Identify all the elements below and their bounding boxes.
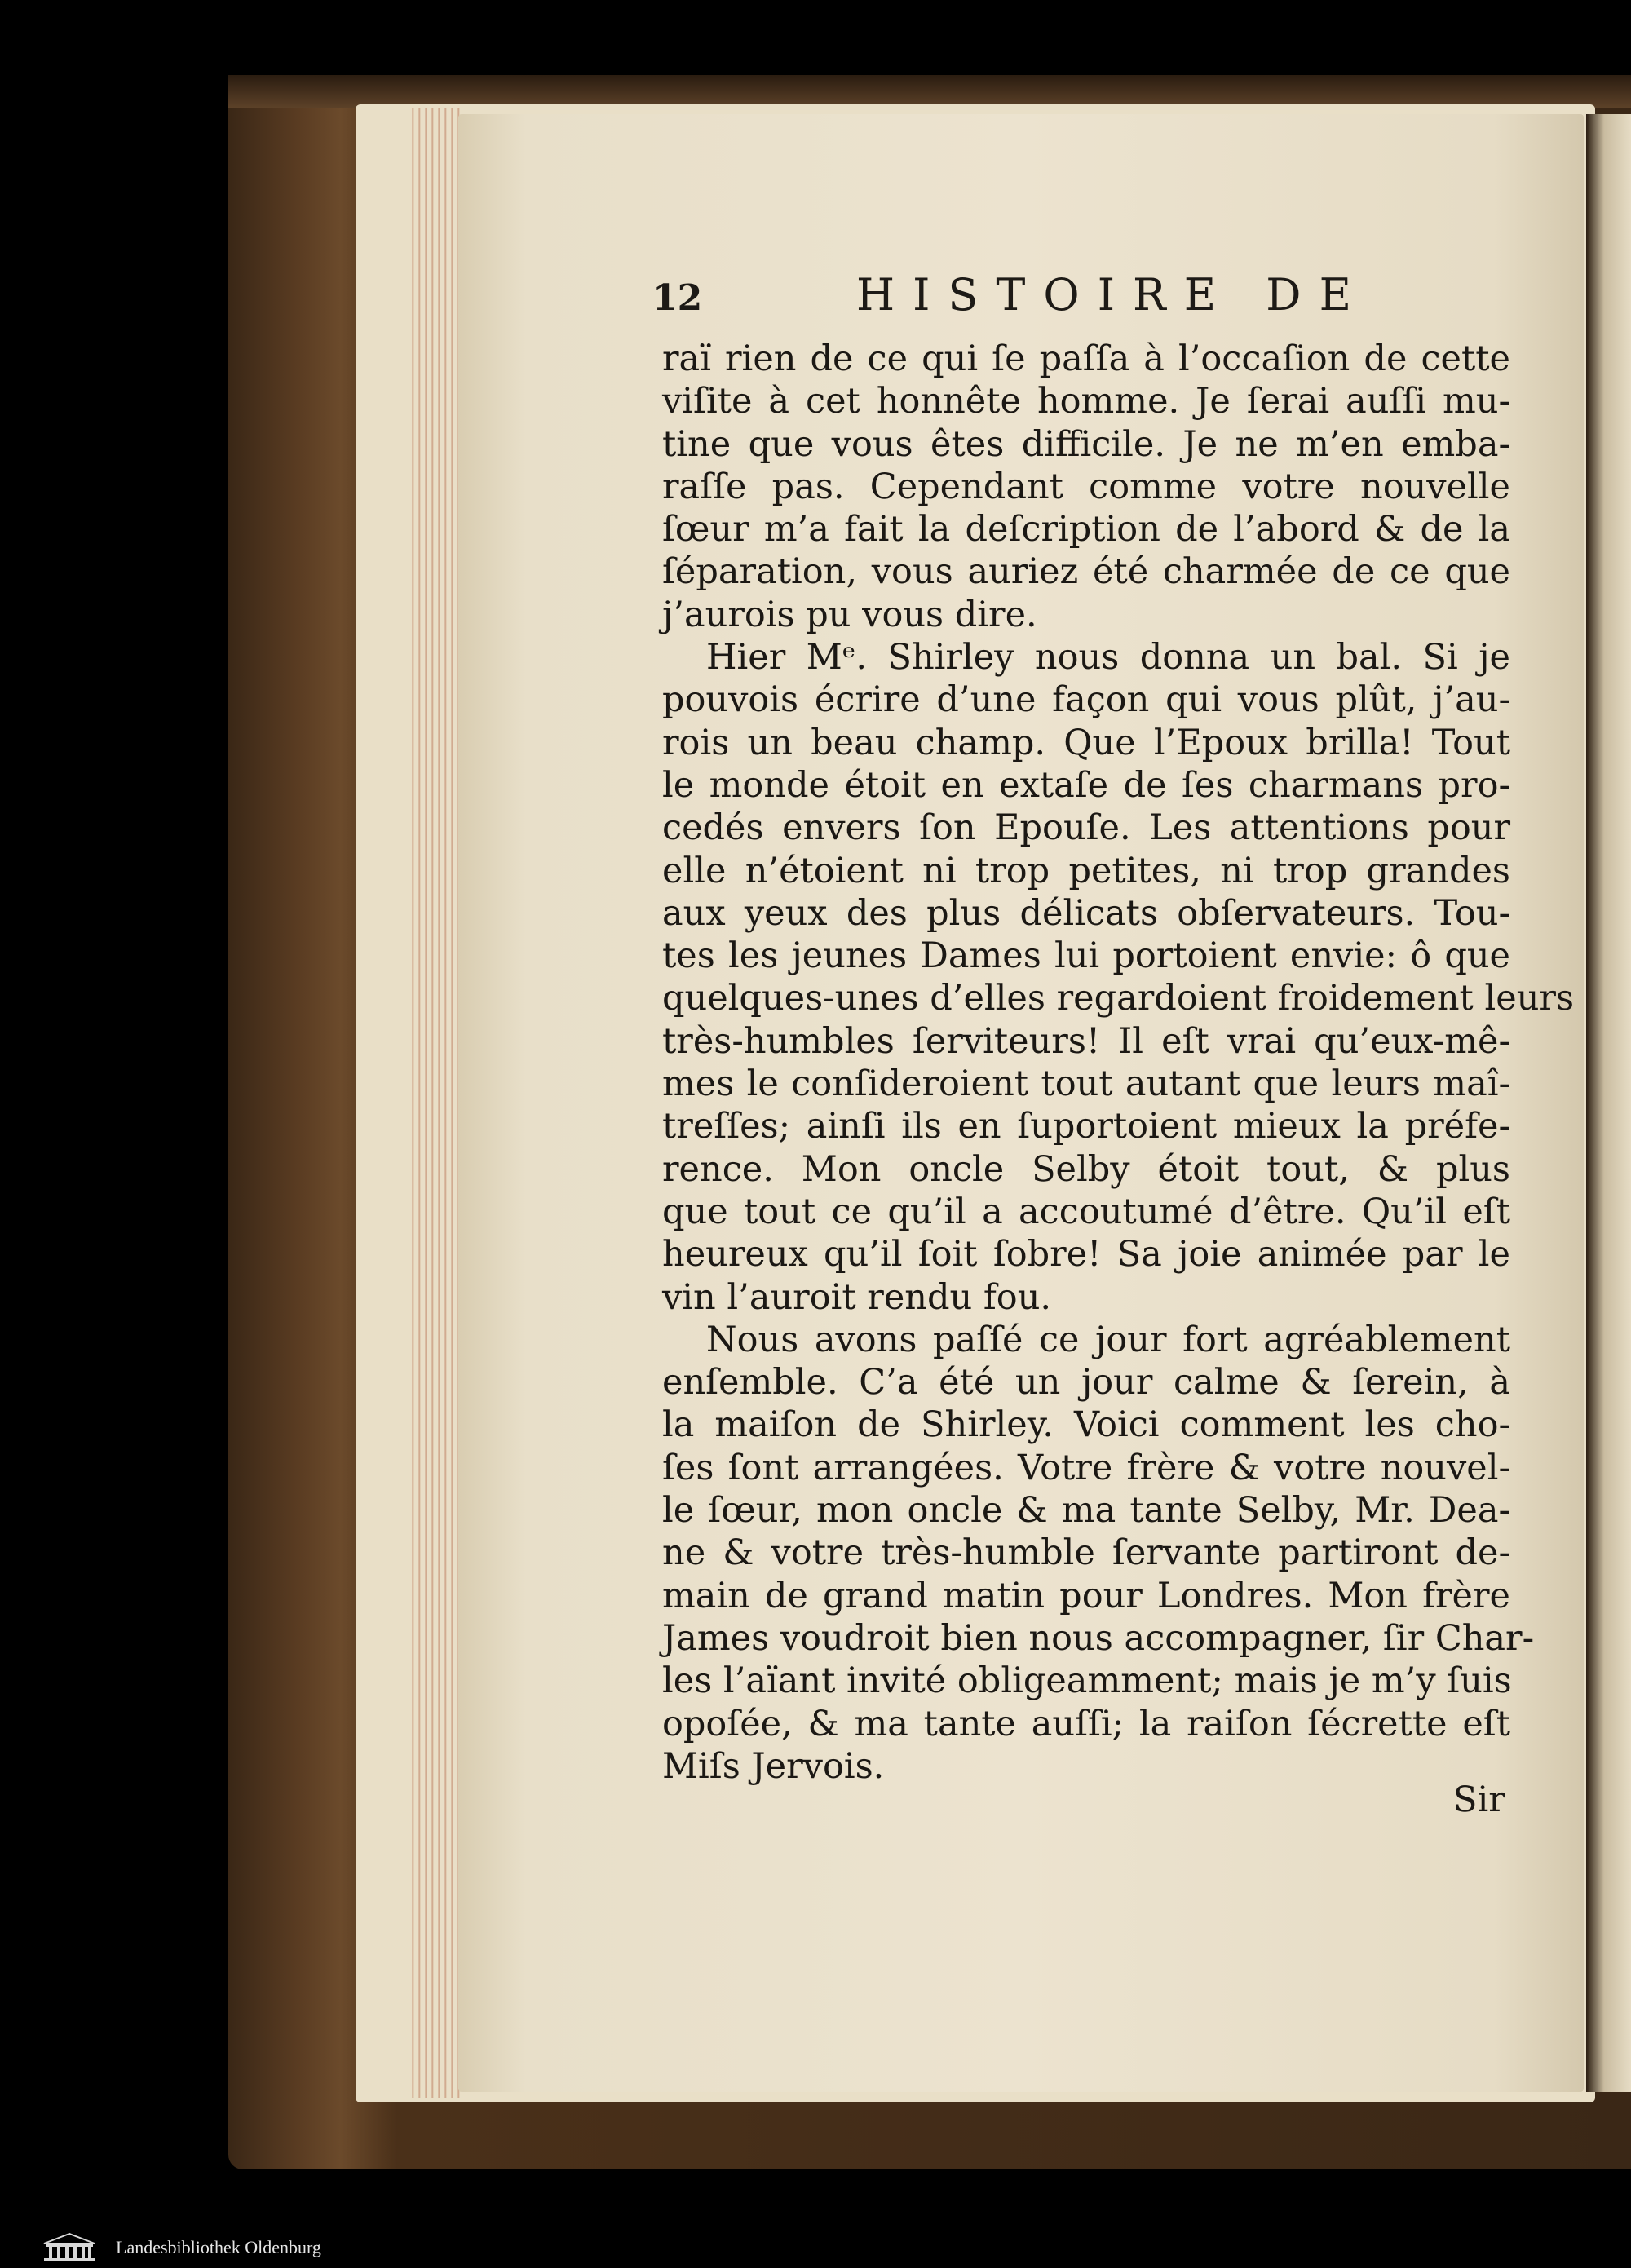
text-line: enſemble. C’a été un jour calme & ſerein, à: [662, 1362, 1510, 1404]
text-line: j’aurois pu vous dire.: [662, 594, 1037, 635]
text-line: pouvois écrire d’une façon qui vous plût, j’au-: [662, 679, 1510, 721]
text-line: raſſe pas. Cependant comme votre nouvelle: [662, 466, 1510, 507]
text-line: rois un beau champ. Que l’Epoux brilla! Tout: [662, 722, 1510, 763]
text-line: main de grand matin pour Londres. Mon frère: [662, 1575, 1510, 1616]
library-building-icon: [41, 2232, 98, 2263]
text-line: mes le conſideroient tout autant que leurs maî-: [662, 1063, 1510, 1105]
library-name: Landesbibliothek Oldenburg: [116, 2237, 321, 2257]
catchword: Sir: [1453, 1779, 1505, 1820]
text-line: les l’aïant invité obligeamment; mais je m’y ſuis: [662, 1660, 1512, 1702]
text-line: heureux qu’il ſoit ſobre! Sa joie animée par le: [662, 1234, 1510, 1275]
footer-bar: [0, 2227, 1631, 2268]
text-line: elle n’étoient ni trop petites, ni trop grandes: [662, 850, 1510, 891]
page-number: 12: [652, 277, 703, 319]
text-line: opoſée, & ma tante auſſi; la raiſon ſécrette eſt: [662, 1703, 1510, 1744]
text-line: rence. Mon oncle Selby étoit tout, & plus: [662, 1148, 1510, 1190]
text-line: cedés envers ſon Epouſe. Les attentions pour: [662, 807, 1510, 849]
facing-page-edge: [1586, 114, 1631, 2092]
text-line: ſœur m’a fait la deſcription de l’abord & de la: [662, 509, 1510, 550]
page-edges: [408, 108, 460, 2098]
text-line: la maiſon de Shirley. Voici comment les cho-: [662, 1404, 1510, 1446]
text-line: Miſs Jervois.: [662, 1745, 885, 1787]
text-line: vin l’auroit rendu fou.: [662, 1276, 1052, 1318]
text-line: très-humbles ſerviteurs! Il eſt vrai qu’eux-mê-: [662, 1020, 1510, 1062]
text-line: aux yeux des plus délicats obſervateurs. Tou-: [662, 892, 1510, 934]
text-line: treſſes; ainſi ils en ſuportoient mieux la préfe-: [662, 1106, 1510, 1147]
text-line: Hier Mᵉ. Shirley nous donna un bal. Si je: [706, 637, 1510, 679]
text-line: ſéparation, vous auriez été charmée de ce que: [662, 551, 1510, 593]
text-line: le monde étoit en extaſe de ſes charmans pro-: [662, 764, 1510, 806]
text-line: viſite à cet honnête homme. Je ſerai auſſi mu-: [662, 381, 1510, 422]
text-line: raï rien de ce qui ſe paſſa à l’occaſion de cette: [662, 338, 1510, 379]
text-line: quelques-unes d’elles regardoient froidement leurs: [662, 978, 1575, 1019]
body-text: [662, 338, 1575, 1788]
running-title: HISTOIRE DE: [856, 269, 1369, 321]
text-line: tes les jeunes Dames lui portoient envie: ô que: [662, 935, 1510, 977]
text-line: le ſœur, mon oncle & ma tante Selby, Mr. Dea-: [662, 1490, 1510, 1532]
text-line: tine que vous êtes difficile. Je ne m’en emba-: [662, 423, 1510, 465]
text-line: que tout ce qu’il a accoutumé d’être. Qu’il eſt: [662, 1191, 1510, 1232]
binding-top-edge: [228, 75, 1631, 108]
text-line: James voudroit bien nous accompagner, ſir Char-: [662, 1617, 1535, 1659]
text-line: Nous avons paſſé ce jour fort agréablement: [706, 1319, 1510, 1360]
text-line: ne & votre très-humble ſervante partiront de-: [662, 1532, 1510, 1574]
text-line: ſes ſont arrangées. Votre frère & votre nouvel-: [662, 1447, 1510, 1488]
